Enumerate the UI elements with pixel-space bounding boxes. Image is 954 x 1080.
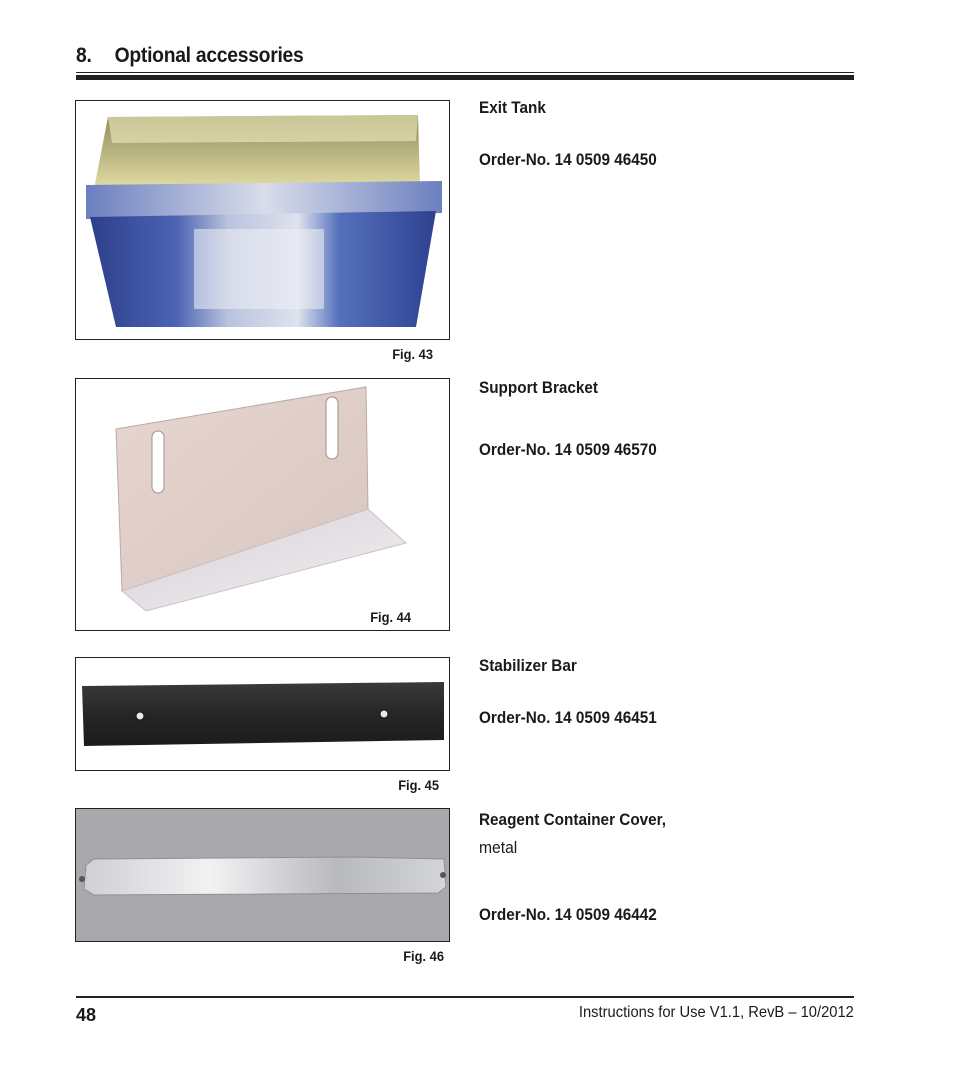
section-title: Optional accessories bbox=[114, 44, 304, 67]
item-title-support-bracket: Support Bracket bbox=[479, 378, 599, 397]
order-number-stabilizer-bar: Order-No. 14 0509 46451 bbox=[479, 708, 657, 727]
header-rule-thin bbox=[76, 72, 854, 73]
support-bracket-illustration bbox=[76, 379, 449, 630]
figure-exit-tank bbox=[75, 100, 450, 340]
fig-label-44: Fig. 44 bbox=[370, 609, 411, 625]
item-title-exit-tank: Exit Tank bbox=[479, 98, 546, 117]
order-number-support-bracket: Order-No. 14 0509 46570 bbox=[479, 440, 657, 459]
order-number-exit-tank: Order-No. 14 0509 46450 bbox=[479, 150, 657, 169]
fig-label-45: Fig. 45 bbox=[398, 777, 439, 793]
fig-label-46: Fig. 46 bbox=[403, 948, 444, 964]
figure-stabilizer-bar bbox=[75, 657, 450, 771]
fig-label-43: Fig. 43 bbox=[392, 346, 433, 362]
figure-support-bracket bbox=[75, 378, 450, 631]
figure-reagent-container-cover bbox=[75, 808, 450, 942]
reagent-cover-illustration bbox=[76, 809, 449, 941]
header-rule-thick bbox=[76, 75, 854, 80]
document-version: Instructions for Use V1.1, RevB – 10/2012 bbox=[579, 1004, 854, 1021]
item-title-reagent-cover: Reagent Container Cover, bbox=[479, 810, 667, 829]
exit-tank-illustration bbox=[76, 101, 449, 339]
footer-rule bbox=[76, 996, 854, 998]
item-title-stabilizer-bar: Stabilizer Bar bbox=[479, 656, 577, 675]
section-heading bbox=[76, 44, 303, 68]
order-number-reagent-cover: Order-No. 14 0509 46442 bbox=[479, 905, 657, 924]
section-number: 8. bbox=[76, 44, 92, 67]
item-subtitle-reagent-cover: metal bbox=[479, 838, 518, 857]
page-number: 48 bbox=[76, 1005, 97, 1025]
stabilizer-bar-illustration bbox=[76, 658, 449, 770]
